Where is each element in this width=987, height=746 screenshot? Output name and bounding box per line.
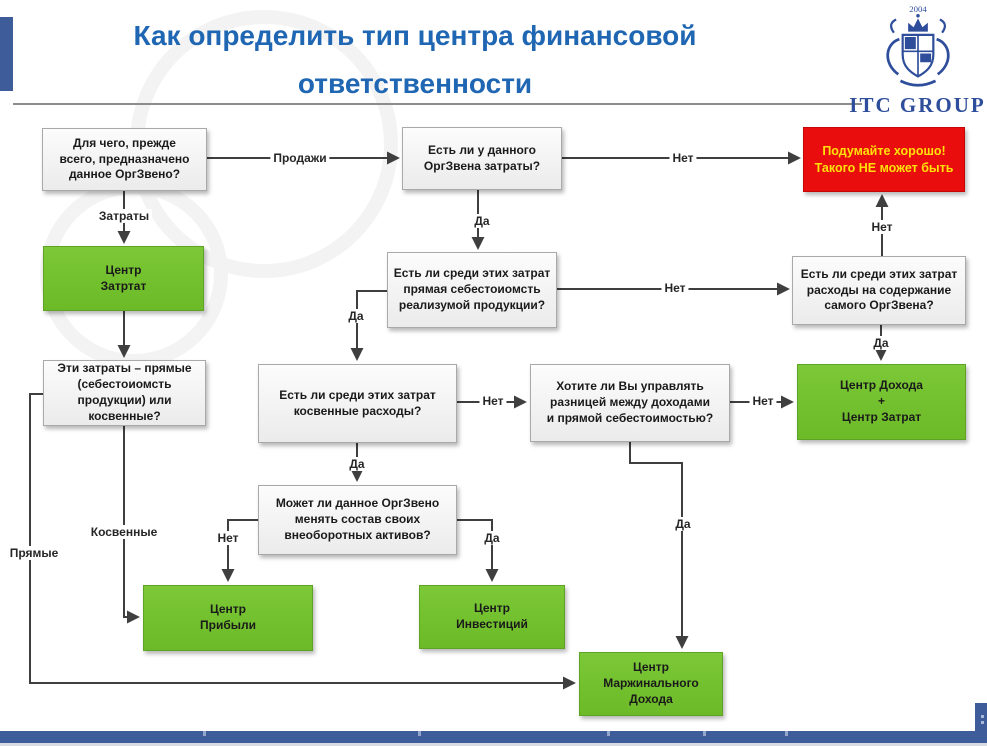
footer-tick (203, 731, 206, 736)
node-line: (себестоиомсть (77, 377, 172, 392)
edge-managemargin-to-marzh (630, 442, 682, 647)
itc-logo (848, 2, 987, 114)
node-line: Прибыли (200, 618, 256, 632)
edge-label-yes-managemargin-marzh: Да (672, 517, 693, 531)
edge-label-yes-directcost-indirectq: Да (345, 309, 366, 323)
node-line: Может ли данное ОргЗвено (275, 496, 440, 511)
node-line: самого ОргЗвена? (824, 298, 934, 313)
node-own-costs-question (792, 256, 966, 325)
node-line: Инвестиций (456, 617, 528, 631)
footer-tick (607, 731, 610, 736)
edge-label-yes-changeassets-investicij: Да (481, 531, 502, 545)
node-line: Есть ли среди этих затрат (800, 266, 958, 281)
node-line: продукции) или (77, 393, 172, 407)
logo-name: ITC GROUP (849, 93, 986, 114)
edge-changeassets-to-pribyli (228, 520, 258, 580)
node-line: Центр (473, 601, 511, 616)
node-line: менять состав своих (294, 512, 421, 527)
edge-label-no-owncosts-warning: Нет (868, 220, 895, 234)
node-indirect-costs-question (258, 364, 457, 443)
title-underline (13, 103, 862, 105)
node-center-zatrat (43, 246, 204, 311)
node-line: Центр (632, 660, 670, 675)
node-line: Подумайте хорошо! (822, 144, 946, 158)
node-manage-margin-question (530, 364, 730, 442)
edge-label-no-managemargin-dohodazatrat: Нет (749, 394, 776, 408)
node-line: ОргЗвена затраты? (423, 158, 541, 173)
node-line: всего, предназначено (59, 151, 190, 166)
page-title-line2: ответственности (297, 68, 533, 99)
node-line: косвенные расходы? (293, 403, 422, 418)
footer-tick (785, 731, 788, 736)
node-center-marzhinalnogo-dohoda (579, 652, 723, 716)
node-center-investicij (419, 585, 565, 649)
edge-label-sales: Продажи (270, 151, 329, 165)
logo-year: 2004 (908, 3, 927, 14)
edge-label-yes-hascosts-directcost: Да (471, 214, 492, 228)
node-line: + (877, 394, 885, 409)
node-line: и прямой себестоимостью? (546, 410, 714, 425)
node-line: внеоборотных активов? (284, 527, 431, 542)
node-line: реализумой продукции? (398, 297, 546, 312)
node-line: Хотите ли Вы управлять (556, 379, 704, 394)
node-line: Дохода (629, 691, 673, 706)
node-center-dohoda-plus-zatrat (797, 364, 966, 440)
node-line: Центр Затрат (841, 409, 922, 424)
node-change-assets-question (258, 485, 457, 555)
node-purpose-question (42, 128, 207, 191)
edge-label-no-hascosts-warning: Нет (669, 151, 696, 165)
node-line: прямая себестоиомсть (403, 282, 541, 297)
edge-label-no-indirectq-managemargin: Нет (479, 394, 506, 408)
footer-tick (418, 731, 421, 736)
edge-directcost-to-indirectq (357, 291, 387, 359)
edge-label-yes-owncosts-dohodazatrat: Да (870, 336, 891, 350)
edge-label-no-changeassets-pribyli: Нет (214, 531, 241, 545)
node-has-costs-question (402, 127, 562, 190)
footer-corner-dot (981, 721, 984, 724)
node-direct-cost-question (387, 252, 557, 328)
node-line: Центр (209, 602, 247, 617)
page-title-line1: Как определить тип центра финансовой (133, 20, 697, 51)
node-line: данное ОргЗвено? (68, 167, 181, 182)
node-line: Центр (105, 262, 142, 277)
edge-changeassets-to-investicij (457, 520, 492, 580)
node-line: Центр Дохода (840, 378, 923, 393)
node-line: косвенные? (88, 408, 161, 423)
node-line: Маржинального (603, 676, 699, 691)
edge-label-indirect: Косвенные (88, 525, 160, 539)
footer-corner-dot (981, 715, 984, 718)
edge-label-yes-indirectq-changeassets: Да (346, 457, 367, 471)
left-accent-bar (0, 17, 13, 91)
node-warning (803, 127, 965, 192)
node-line: Есть ли у данного (428, 142, 536, 157)
itc-crest-icon (863, 2, 973, 94)
edge-label-costs: Затраты (96, 209, 152, 223)
node-line: разницей между доходами (550, 395, 710, 410)
footer-bar (0, 731, 987, 743)
node-line: Такого НЕ может быть (814, 160, 954, 175)
node-line: Для чего, прежде (73, 135, 176, 150)
node-line: Есть ли среди этих затрат (393, 266, 551, 281)
footer-tick (703, 731, 706, 736)
node-line: Затртат (100, 278, 147, 293)
node-line: Эти затраты – прямые (57, 361, 192, 376)
edge-indirect-to-pribyli (124, 426, 138, 617)
node-center-pribyli (143, 585, 313, 651)
node-direct-or-indirect-question (43, 360, 206, 426)
node-line: Есть ли среди этих затрат (279, 387, 436, 402)
node-line: расходы на содержание (806, 282, 952, 297)
edge-label-direct: Прямые (7, 546, 62, 560)
edge-label-no-directcost-owncosts: Нет (661, 281, 688, 295)
